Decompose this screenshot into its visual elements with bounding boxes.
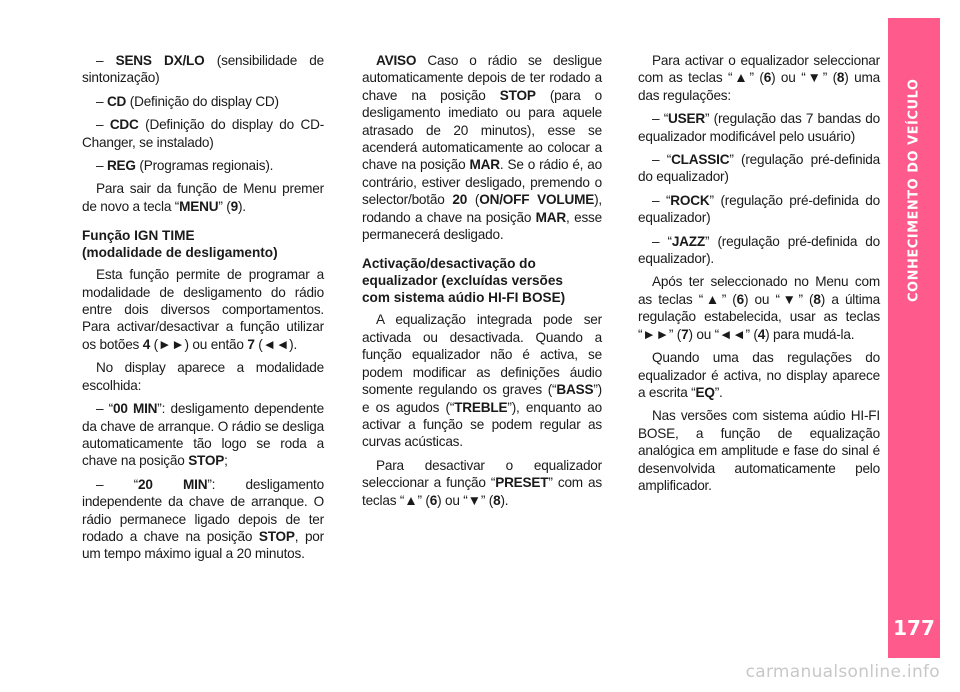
paragraph-deactivate: Para desactivar o equalizador seleccionar a função “PRESET” com as teclas “▲” (6) ou “▼” (8).: [362, 457, 602, 508]
preset-rock: – “ROCK” (regulação pré-definida do equalizador): [638, 192, 881, 226]
section-title: CONHECIMENTO DO VEÍCULO: [906, 78, 922, 302]
watermark: carmanualsonline.info: [745, 662, 940, 682]
preset-jazz: – “JAZZ” (regulação pré-definida do equalizador).: [638, 233, 881, 267]
paragraph-eq-display: Quando uma das regulações do equalizador é activa, no display aparece a escrita “EQ”.: [638, 350, 880, 400]
column-3: [638, 52, 880, 500]
paragraph-activate: Para activar o equalizador seleccionar com as teclas “▲” (6) ou “▼” (8) uma das regulações:: [638, 53, 880, 103]
paragraph-exit-menu: Para sair da função de Menu premer de novo a tecla “MENU” (9).: [82, 181, 324, 214]
paragraph-equalization: A equalização integrada pode ser activada ou desactivada. Quando a função equalizador não é activa, se podem modificar as definições áudio somente regulando os graves (“BASS”) e os agudos (“TREBLE”), enquanto ao activar a função se podem regular as curvas acústicas.: [362, 312, 602, 450]
page-number: 177: [893, 616, 935, 640]
paragraph-display-mode: No display aparece a modalidade escolhida:: [82, 360, 324, 393]
heading-equalizer: Activação/desactivação do equalizador (excluídas versões com sistema aúdio HI-FI BOSE): [362, 256, 566, 306]
menu-item-cdc: – CDC (Definição do display do CD-Changer, se instalado): [82, 117, 325, 150]
preset-user: – “USER” (regulação das 7 bandas do equalizador modificável pelo usuário): [638, 111, 881, 144]
option-20-min: – “20 MIN”: desligamento independente da chave de arranque. O rádio permanece ligado depois de ter rodado a chave na posição STOP, por um tempo máximo igual a 20 minutos.: [82, 476, 324, 562]
menu-item-sens: – SENS DX/LO (sensibilidade de sintonização): [82, 53, 325, 86]
menu-item-cd: – CD (Definição do display CD): [96, 93, 279, 109]
paragraph-bose: Nas versões com sistema aúdio HI-FI BOSE, a função de equalização analógica em amplitude e fase do sinal é desenvolvida automaticamente pelo amplificador.: [638, 408, 880, 493]
column-2: [362, 52, 602, 515]
paragraph-aviso: AVISO Caso o rádio se desligue automaticamente depois de ter rodado a chave na posição STOP (para o desligamento imediato ou para aquele atrasado de 20 minutos), esse se acenderá automaticamente ao colocar a chave na posição MAR. Se o rádio é, ao contrário, estiver desligado, premendo o selector/botão 20 (ON/OFF VOLUME), rodando a chave na posição MAR, esse permanecerá desligado.: [362, 53, 603, 243]
paragraph-change-setting: Após ter seleccionado no Menu com as teclas “▲” (6) ou “▼” (8) a última regulação estabelecida, usar as teclas “►►” (7) ou “◄◄” (4) para mudá-la.: [638, 274, 881, 342]
heading-ign-time: Função IGN TIME (modalidade de desligamento): [82, 228, 278, 261]
column-1: [82, 52, 324, 569]
option-00-min: – “00 MIN”: desligamento dependente da chave de arranque. O rádio se desliga automaticamente tão logo se roda a chave na posição STOP;: [82, 401, 324, 469]
paragraph-ign-time: Esta função permite de programar a modalidade de desligamento do rádio entre dois diversos comportamentos. Para activar/desactivar a função utilizar os botões 4 (►►) ou então 7 (◄◄).: [82, 267, 324, 352]
preset-classic: – “CLASSIC” (regulação pré-definida do equalizador): [638, 152, 881, 185]
menu-item-reg: – REG (Programas regionais).: [96, 158, 274, 174]
